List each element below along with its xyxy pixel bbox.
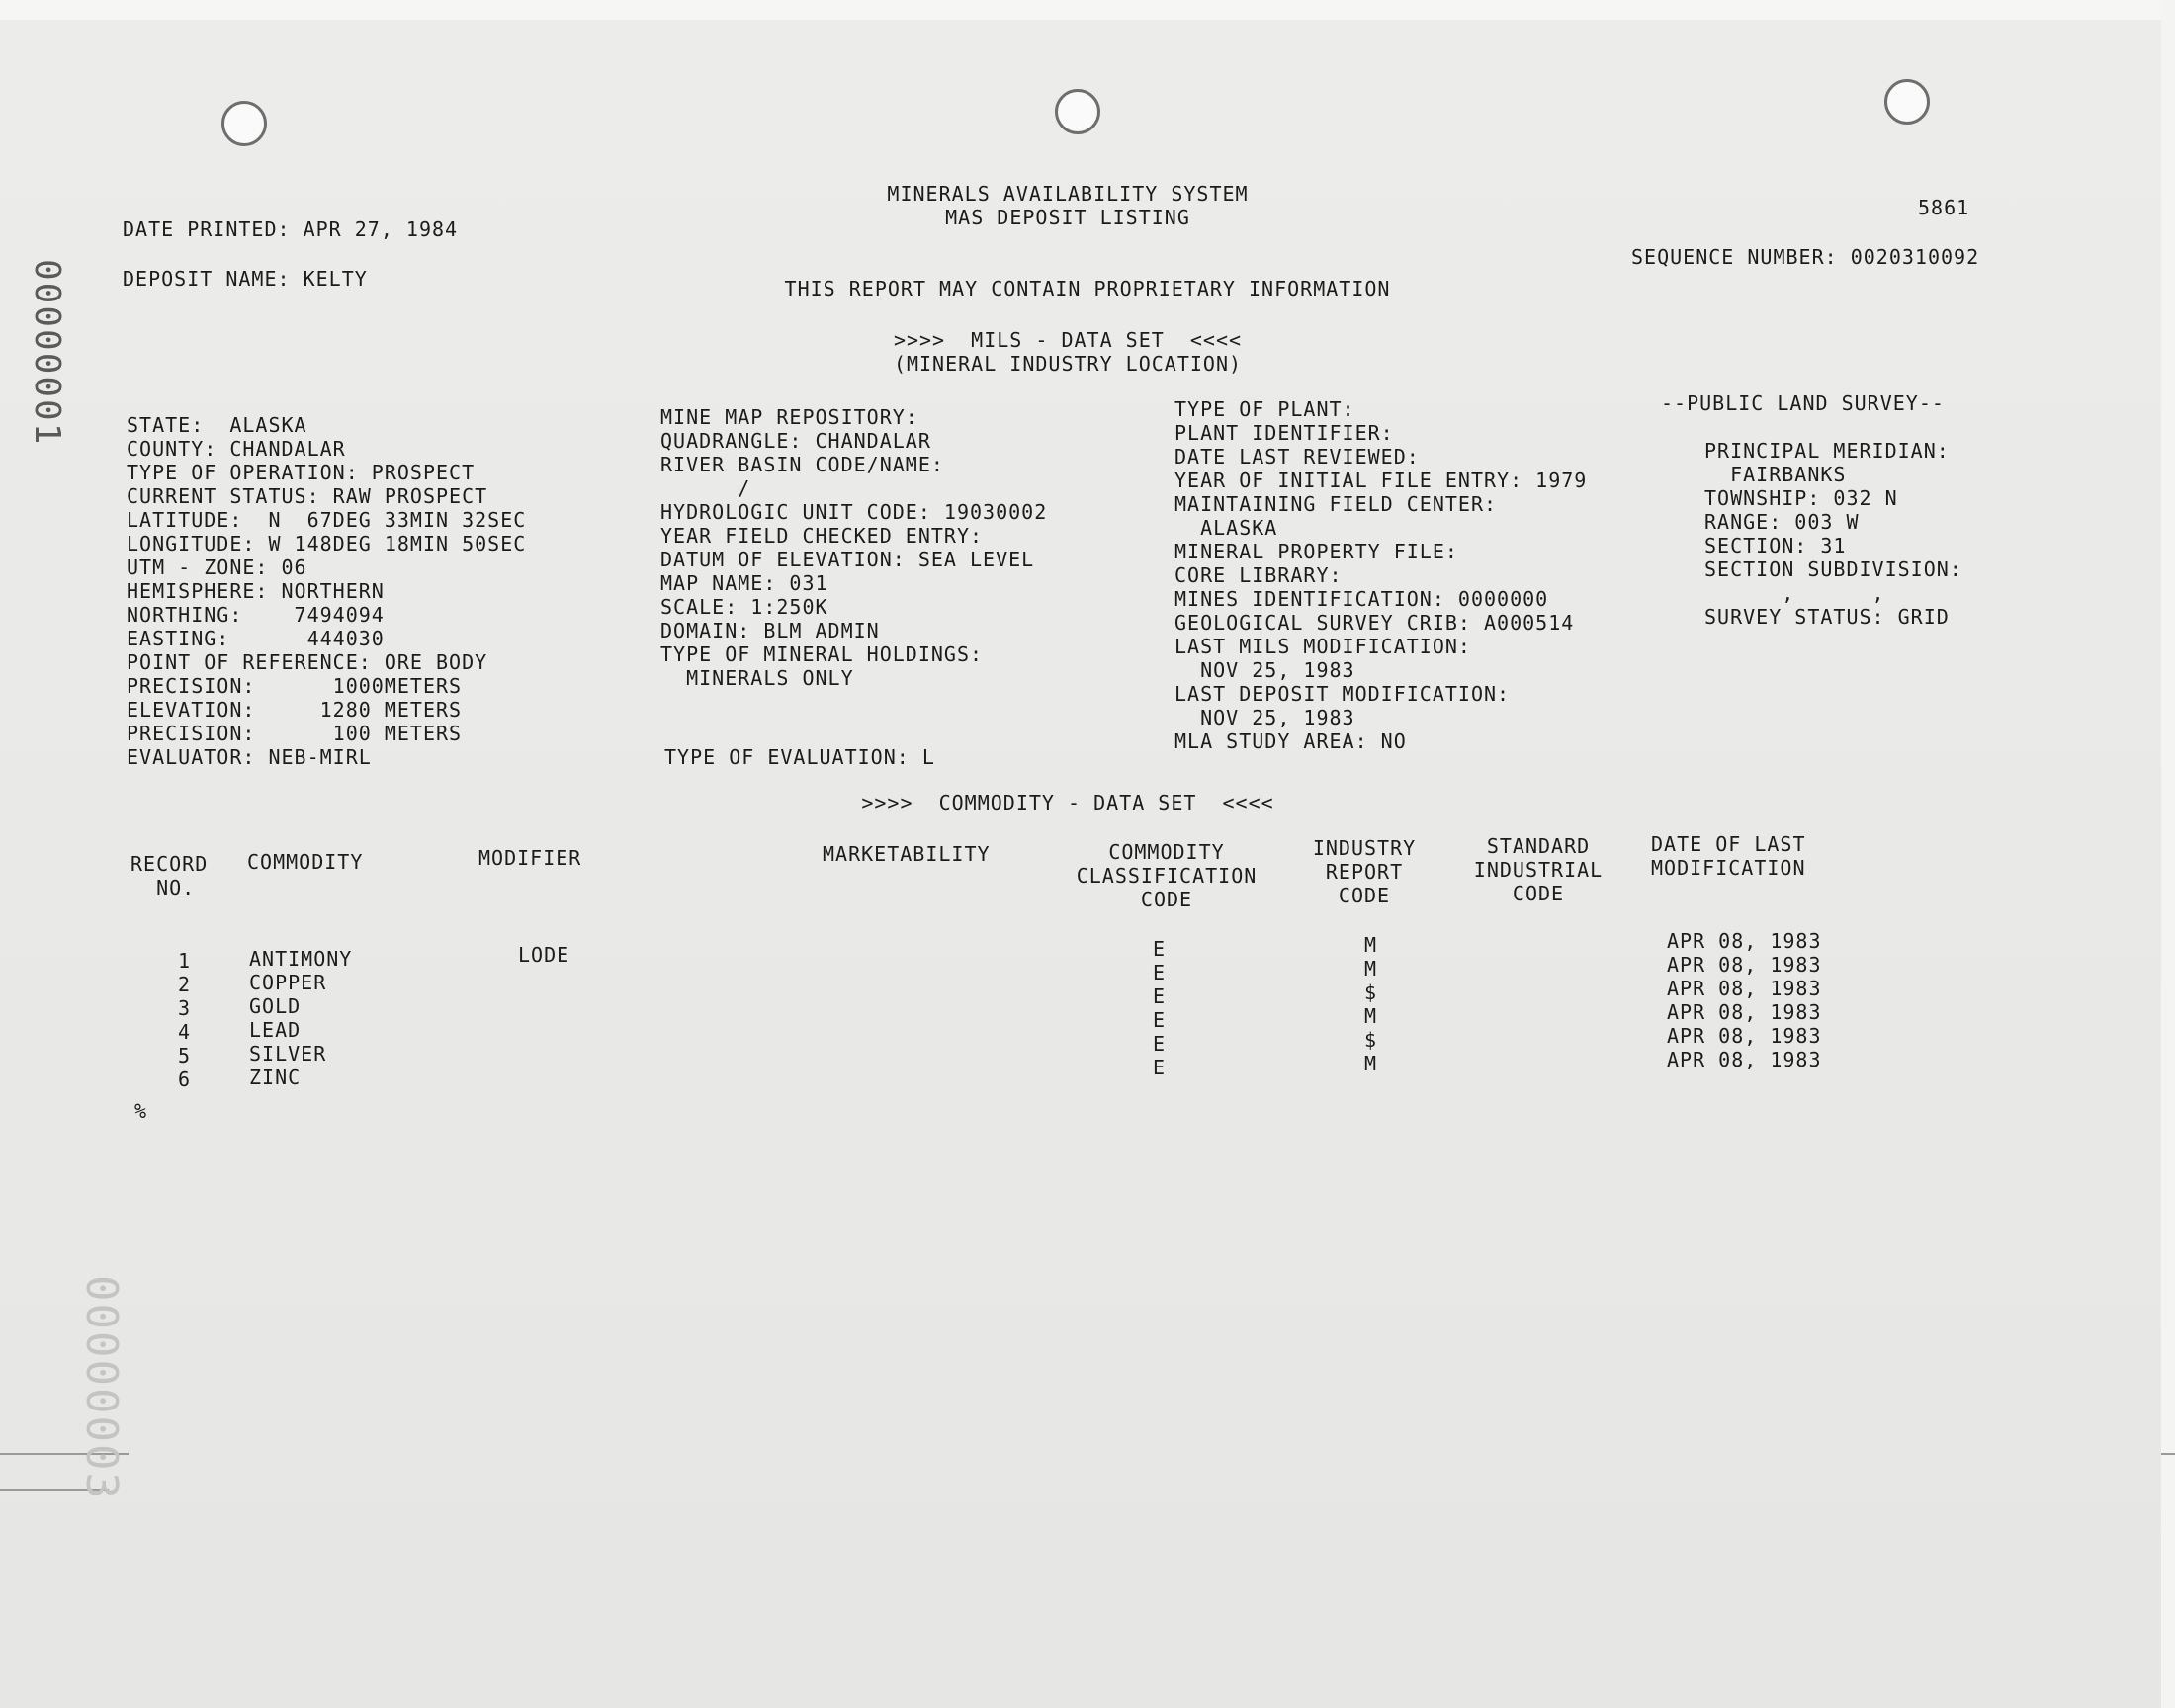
modification-date: APR 08, 1983 <box>1667 929 1822 953</box>
field-line: EASTING: 444030 <box>127 627 385 650</box>
commodity-name-column <box>249 947 352 1089</box>
field-line: EVALUATOR: NEB-MIRL <box>127 745 372 769</box>
industry-report-code: M <box>1364 957 1378 981</box>
commodity-name: COPPER <box>249 971 327 994</box>
industry-report-code: M <box>1364 1052 1378 1075</box>
field-line: / <box>660 476 751 500</box>
field-line: SURVEY STATUS: GRID <box>1704 605 1950 629</box>
field-line: MLA STUDY AREA: NO <box>1174 729 1407 753</box>
field-line: HYDROLOGIC UNIT CODE: 19030002 <box>660 500 1048 524</box>
survey-column <box>1704 439 1962 629</box>
modification-date: APR 08, 1983 <box>1667 977 1822 1000</box>
header-industry-report-code: INDUSTRY REPORT CODE <box>1312 836 1417 907</box>
field-line: YEAR FIELD CHECKED ENTRY: <box>660 524 984 548</box>
classification-code: E <box>1153 961 1167 984</box>
page-right-edge <box>2161 0 2175 1708</box>
commodity-name: LEAD <box>249 1018 302 1042</box>
field-line: ELEVATION: 1280 METERS <box>127 698 463 722</box>
field-line: MINERAL PROPERTY FILE: <box>1174 540 1458 563</box>
field-line: LAST DEPOSIT MODIFICATION: <box>1174 682 1511 706</box>
location-column <box>127 413 526 769</box>
record-number-column <box>178 949 191 1091</box>
industry-report-code: $ <box>1364 981 1378 1004</box>
binder-hole-right <box>1884 79 1930 125</box>
classification-code-column <box>1153 937 1166 1079</box>
field-line: MINERALS ONLY <box>660 666 854 690</box>
header-marketability: MARKETABILITY <box>823 842 991 866</box>
field-line: DATE LAST REVIEWED: <box>1174 445 1420 469</box>
field-line: RIVER BASIN CODE/NAME: <box>660 453 944 476</box>
classification-code: E <box>1153 984 1167 1008</box>
deposit-name: DEPOSIT NAME: KELTY <box>123 267 368 291</box>
faint-page-stamp: 00000003 <box>76 1275 127 1500</box>
classification-code: E <box>1153 1056 1167 1079</box>
field-line: RANGE: 003 W <box>1704 510 1860 534</box>
field-line: TYPE OF PLANT: <box>1174 397 1355 421</box>
header-sic-code: STANDARD INDUSTRIAL CODE <box>1473 834 1604 905</box>
record-number: 5 <box>178 1044 192 1068</box>
header-date-of-last-modification: DATE OF LAST MODIFICATION <box>1651 832 1806 880</box>
mils-dataset-title: >>>> MILS - DATA SET <<<< <box>893 328 1243 352</box>
record-number: 6 <box>178 1068 192 1091</box>
industry-report-code: M <box>1364 933 1378 957</box>
header-record-no: RECORD NO. <box>130 852 209 899</box>
field-line: YEAR OF INITIAL FILE ENTRY: 1979 <box>1174 469 1588 492</box>
record-number: 1 <box>178 949 192 973</box>
commodity-name: GOLD <box>249 994 302 1018</box>
field-line: NOV 25, 1983 <box>1174 706 1355 729</box>
field-line: SECTION SUBDIVISION: <box>1704 557 1962 581</box>
field-line: SECTION: 31 <box>1704 534 1847 557</box>
mils-dataset-subtitle: (MINERAL INDUSTRY LOCATION) <box>893 352 1243 376</box>
field-line: TYPE OF MINERAL HOLDINGS: <box>660 642 984 666</box>
modifier-column <box>518 943 569 967</box>
date-printed: DATE PRINTED: APR 27, 1984 <box>123 217 459 241</box>
field-line: CORE LIBRARY: <box>1174 563 1343 587</box>
header-commodity: COMMODITY <box>247 850 364 874</box>
field-line: HEMISPHERE: NORTHERN <box>127 579 385 603</box>
field-line: COUNTY: CHANDALAR <box>127 437 346 461</box>
field-line: DATUM OF ELEVATION: SEA LEVEL <box>660 548 1035 571</box>
field-line: , , <box>1704 581 1885 605</box>
modification-date: APR 08, 1983 <box>1667 1024 1822 1048</box>
proprietary-notice: THIS REPORT MAY CONTAIN PROPRIETARY INFORMATION <box>784 277 1391 300</box>
header-classification-code: COMMODITY CLASSIFICATION CODE <box>1076 840 1258 911</box>
page-top-edge <box>0 0 2175 20</box>
field-line: MAP NAME: 031 <box>660 571 828 595</box>
field-line: CURRENT STATUS: RAW PROSPECT <box>127 484 488 508</box>
record-number: 2 <box>178 973 192 996</box>
page-number: 5861 <box>1918 196 1970 219</box>
modification-date: APR 08, 1983 <box>1667 953 1822 977</box>
field-line: ALASKA <box>1174 516 1278 540</box>
classification-code: E <box>1153 937 1167 961</box>
field-line: DOMAIN: BLM ADMIN <box>660 619 880 642</box>
commodity-name: ZINC <box>249 1066 302 1089</box>
type-of-evaluation: TYPE OF EVALUATION: L <box>664 745 935 769</box>
field-line: LONGITUDE: W 148DEG 18MIN 50SEC <box>127 532 527 555</box>
end-of-listing-mark: % <box>134 1099 148 1123</box>
plant-column <box>1174 397 1587 753</box>
right-margin-rule <box>2161 1453 2175 1455</box>
modification-date: APR 08, 1983 <box>1667 1000 1822 1024</box>
field-line: NOV 25, 1983 <box>1174 658 1355 682</box>
commodity-name: ANTIMONY <box>249 947 353 971</box>
field-line: POINT OF REFERENCE: ORE BODY <box>127 650 488 674</box>
field-line: STATE: ALASKA <box>127 413 307 437</box>
header-modifier: MODIFIER <box>478 846 582 870</box>
modification-date: APR 08, 1983 <box>1667 1048 1822 1071</box>
modification-date-column <box>1667 929 1822 1071</box>
field-line: FAIRBANKS <box>1704 463 1847 486</box>
field-line: PLANT IDENTIFIER: <box>1174 421 1394 445</box>
field-line: PRINCIPAL MERIDIAN: <box>1704 439 1950 463</box>
field-line: PRECISION: 100 METERS <box>127 722 463 745</box>
industry-report-code: $ <box>1364 1028 1378 1052</box>
field-line: GEOLOGICAL SURVEY CRIB: A000514 <box>1174 611 1575 635</box>
modifier-value: LODE <box>518 943 570 967</box>
field-line: TOWNSHIP: 032 N <box>1704 486 1898 510</box>
record-number: 4 <box>178 1020 192 1044</box>
field-line: MAINTAINING FIELD CENTER: <box>1174 492 1498 516</box>
classification-code: E <box>1153 1008 1167 1032</box>
field-line: TYPE OF OPERATION: PROSPECT <box>127 461 476 484</box>
field-line: UTM - ZONE: 06 <box>127 555 307 579</box>
listing-title: MAS DEPOSIT LISTING <box>945 206 1190 229</box>
commodity-name: SILVER <box>249 1042 327 1066</box>
public-land-survey-title: --PUBLIC LAND SURVEY-- <box>1661 391 1945 415</box>
field-line: LAST MILS MODIFICATION: <box>1174 635 1471 658</box>
record-number: 3 <box>178 996 192 1020</box>
field-line: MINES IDENTIFICATION: 0000000 <box>1174 587 1549 611</box>
field-line: NORTHING: 7494094 <box>127 603 385 627</box>
field-line: QUADRANGLE: CHANDALAR <box>660 429 931 453</box>
binder-hole-center <box>1055 89 1100 134</box>
system-title: MINERALS AVAILABILITY SYSTEM <box>887 182 1249 206</box>
commodity-dataset-title: >>>> COMMODITY - DATA SET <<<< <box>861 791 1274 814</box>
map-column <box>660 405 1047 690</box>
classification-code: E <box>1153 1032 1167 1056</box>
page-number-stamp: 00000001 <box>27 259 67 447</box>
field-line: SCALE: 1:250K <box>660 595 828 619</box>
sequence-number: SEQUENCE NUMBER: 0020310092 <box>1631 245 1980 269</box>
industry-report-code: M <box>1364 1004 1378 1028</box>
field-line: MINE MAP REPOSITORY: <box>660 405 918 429</box>
industry-report-code-column <box>1364 933 1377 1075</box>
field-line: PRECISION: 1000METERS <box>127 674 463 698</box>
field-line: LATITUDE: N 67DEG 33MIN 32SEC <box>127 508 527 532</box>
binder-hole-left <box>221 101 267 146</box>
